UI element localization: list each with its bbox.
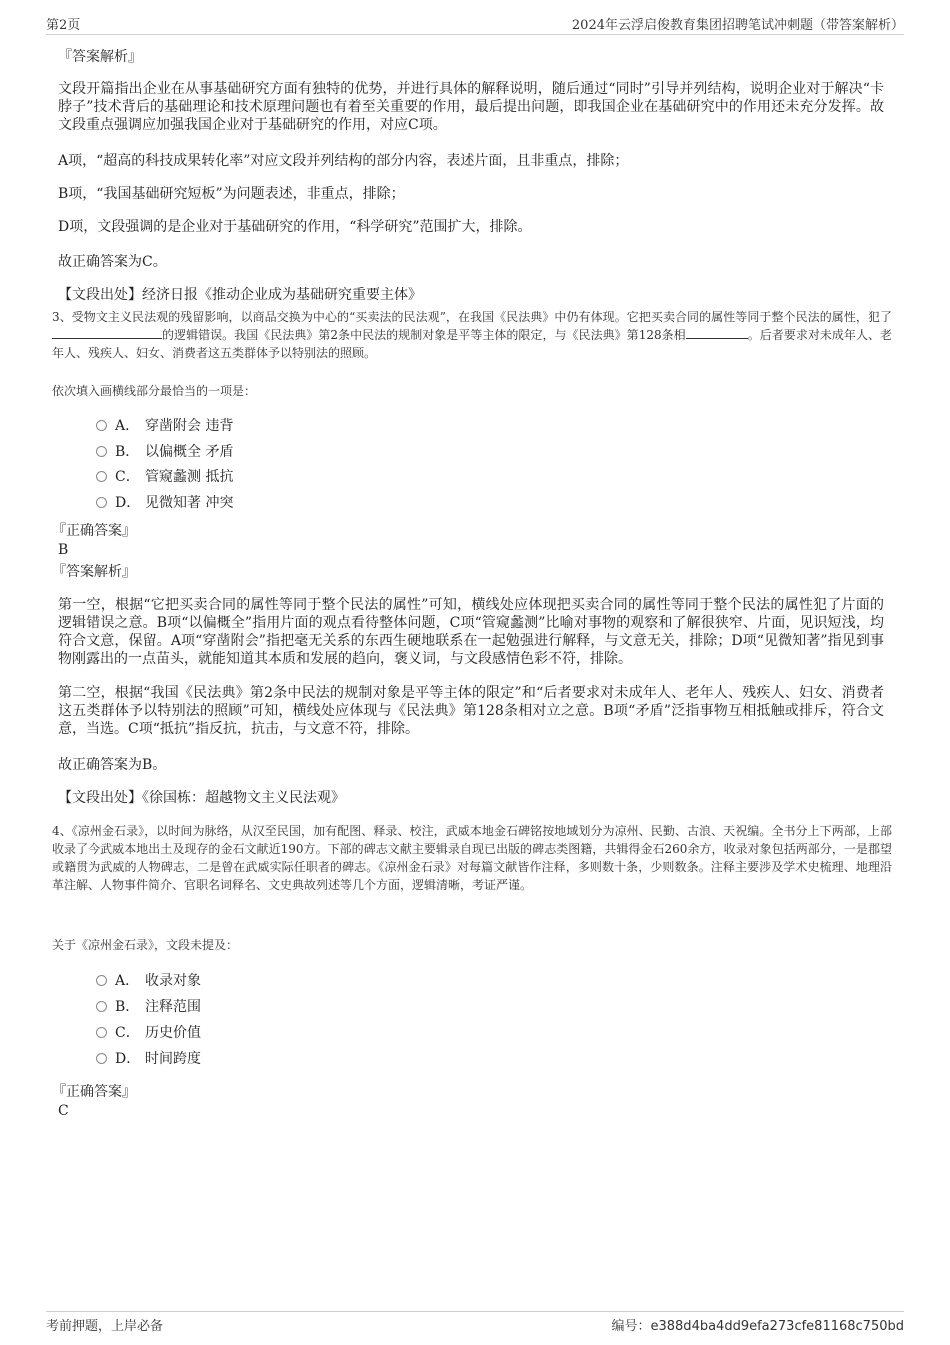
- q3-answer-label: 『正确答案』: [52, 523, 136, 539]
- page-number: 第2页: [46, 18, 81, 33]
- radio-icon[interactable]: [96, 446, 107, 457]
- q3-analysis-paragraph-1: 第一空，根据“它把买卖合同的属性等同于整个民法的属性”可知，横线处应体现把买卖合同的属性等同于整个民法的属性犯了片面的逻辑错误之意。B项“以偏概全”指用片面的观点看待整体问题，C项“管窥蠡测”比喻对事物的观察和了解很狭窄、片面，见识短浅，均符合文意，保留。A项“穿凿附会”指把毫无关系的东西生硬地联系在一起勉强进行解释，与文意无关，排除；D项“见微知著”指见到事物刚露出的一点苗头，就能知道其本质和发展的趋向，褒义词，与文段感情色彩不符，排除。: [58, 597, 884, 667]
- q2-option-d-analysis: D项，文段强调的是企业对于基础研究的作用，“科学研究”范围扩大，排除。: [58, 219, 532, 235]
- document-title: 2024年云浮启俊教育集团招聘笔试冲刺题（带答案解析）: [571, 18, 904, 33]
- q3-option-c[interactable]: C． 管窥蠡测 抵抗: [96, 467, 233, 487]
- radio-icon[interactable]: [96, 1001, 107, 1012]
- q2-option-b-analysis: B项，“我国基础研究短板”为问题表述，非重点，排除；: [58, 186, 405, 202]
- q3-source: 【文段出处】《徐国栋：超越物文主义民法观》: [58, 790, 345, 806]
- q4-answer-label: 『正确答案』: [52, 1084, 136, 1100]
- q2-option-a-analysis: A项，“超高的科技成果转化率”对应文段并列结构的部分内容，表述片面，且非重点，排除；: [58, 153, 629, 169]
- q2-analysis-paragraph: 文段开篇指出企业在从事基础研究方面有独特的优势，并进行具体的解释说明，随后通过“同时”引导并列结构，说明企业对于解决“卡脖子”技术背后的基础理论和技术原理问题也有着至关重要的作用，最后提出问题，即我国企业在基础研究中的作用还未充分发挥。故文段重点强调应加强我国企业对于基础研究的作用，对应C项。: [58, 81, 884, 133]
- document-id: 编号：e388d4ba4dd9efa273cfe81168c750bd: [611, 1319, 904, 1334]
- page-footer: [46, 1311, 904, 1335]
- q3-blank-2: [686, 327, 748, 339]
- q4-option-a[interactable]: A． 收录对象: [96, 971, 201, 991]
- q3-analysis-paragraph-2: 第二空，根据“我国《民法典》第2条中民法的规制对象是平等主体的限定”和“后者要求对未成年人、老年人、残疾人、妇女、消费者这五类群体予以特别法的照顾”可知，横线处应体现与《民法典》第128条相对立之意。B项“矛盾”泛指事物互相抵触或排斥，符合文意，当选。C项“抵抗”指反抗，抗击，与文意不符，排除。: [58, 685, 884, 737]
- radio-icon[interactable]: [96, 420, 107, 431]
- radio-icon[interactable]: [96, 975, 107, 986]
- q2-source: 【文段出处】经济日报《推动企业成为基础研究重要主体》: [58, 287, 422, 303]
- q4-answer: C: [58, 1103, 69, 1119]
- radio-icon[interactable]: [96, 471, 107, 482]
- q3-option-a[interactable]: A． 穿凿附会 违背: [96, 416, 233, 436]
- q4-option-d[interactable]: D． 时间跨度: [96, 1049, 201, 1069]
- q3-answer: B: [58, 542, 69, 558]
- q4-option-b[interactable]: B． 注释范围: [96, 997, 201, 1017]
- radio-icon[interactable]: [96, 497, 107, 508]
- q2-conclusion: 故正确答案为C。: [58, 254, 167, 270]
- page-header: [46, 14, 904, 35]
- q3-option-d[interactable]: D． 见微知著 冲突: [96, 493, 233, 513]
- q3-analysis-label: 『答案解析』: [52, 564, 136, 580]
- q4-option-c[interactable]: C． 历史价值: [96, 1023, 201, 1043]
- q4-prompt: 关于《凉州金石录》，文段未提及：: [52, 938, 239, 952]
- q2-analysis-label: 『答案解析』: [58, 49, 142, 65]
- q4-question-text: 4、《凉州金石录》，以时间为脉络，从汉至民国，加有配图、释录、校注，武威本地金石碑铭按地域划分为凉州、民勤、古浪、天祝编。全书分上下两部，上部收录了今武威本地出土及现存的金石文献近190方。下部的碑志文献主要辑录自现已出版的碑志类图籍，共辑得金石260余方，收录对象包括两部分，一是郡望或籍贯为武威的人物碑志，二是曾在武威实际任职者的碑志。《凉州金石录》对每篇文献皆作注释，多则数十条，少则数条。注释主要涉及学术史梳理、地理沿革注解、人物事件简介、官职名词释名、文史典故列述等几个方面，逻辑清晰，考证严谨。: [52, 824, 892, 892]
- q3-blank-1: [52, 327, 162, 339]
- q3-prompt: 依次填入画横线部分最恰当的一项是：: [52, 384, 257, 398]
- q3-conclusion: 故正确答案为B。: [58, 757, 167, 773]
- q3-question-text: 3、受物文主义民法观的残留影响，以商品交换为中心的“买卖法的民法观”，在我国《民法典》中仍有体现。它把买卖合同的属性等同于整个民法的属性，犯了的逻辑错误。我国《民法典》第2条中民法的规制对象是平等主体的限定，与《民法典》第128条相 。后者要求对未成年人、老年人、残疾人、妇女、消费者这五类群体予以特别法的照顾。: [52, 310, 892, 360]
- radio-icon[interactable]: [96, 1053, 107, 1064]
- radio-icon[interactable]: [96, 1027, 107, 1038]
- footer-slogan: 考前押题，上岸必备: [46, 1319, 164, 1334]
- q3-option-b[interactable]: B． 以偏概全 矛盾: [96, 442, 233, 462]
